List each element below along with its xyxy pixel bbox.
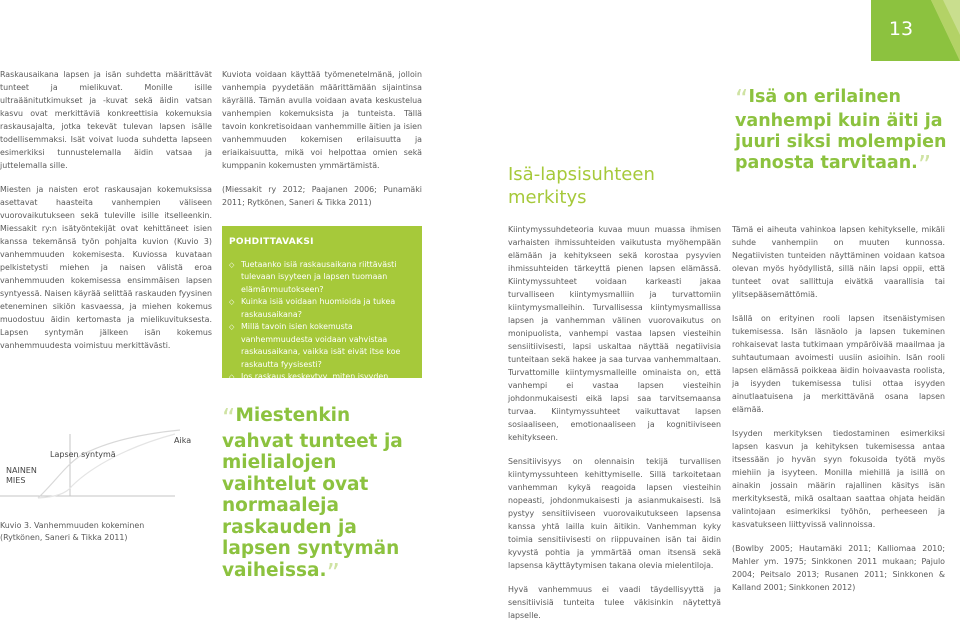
diamond-bullet-icon: ◇ xyxy=(229,260,235,269)
reflection-box-title: POHDITTAVAKSI xyxy=(229,237,314,247)
section-heading xyxy=(508,163,708,209)
column-4-paragraph-1: Tämä ei aiheuta vahinkoa lapsen kehitykselle, mikäli suhde vanhempiin on muuten kunnossa. Negatiivisten tunteiden näyttäminen voidaan katsoa olevan myös hyödyllistä, sillä näin lapsi oppii, että tunteet ovat sallittuja eivätkä vaarallisia tai ylitsepääsemättömiä. xyxy=(732,225,945,299)
column-4 xyxy=(732,223,945,605)
page-number: 13 xyxy=(888,18,914,40)
reflection-item: ◇ Jos raskaus keskeytyy, miten isyyden menettämistä voidaan tukea ja käsitellä? xyxy=(229,372,404,394)
column-2 xyxy=(222,68,422,220)
diamond-bullet-icon: ◇ xyxy=(229,323,235,331)
close-quote-mark: ” xyxy=(326,558,340,589)
reflection-item: ◇ Millä tavoin isien kokemusta vanhemmuudesta voidaan vahvistaa raskausaikana, vaikka isät eivät itse koe raskautta fyysisesti? xyxy=(229,322,401,369)
pull-quote-text: Isä on erilainen vanhempi kuin äiti ja juuri siksi molempien panosta tarvitaan. xyxy=(735,87,947,173)
column-1-paragraph-1: Raskausaikana lapsen ja isän suhdetta määrittävät tunteet ja mielikuvat. Monille isille ultraäänitutkimukset ja -kuvat sekä äidin vatsan kasvu ovat merkittäviä konkreettisia kokemuksia raskausajalta, jotka tekevät tulevan lapsen isälle todellisemmaksi. Isät voivat luoda suhdetta lapseen esimerkiksi tunnustelemalla äidin vatsaa ja juttelemalla sille. xyxy=(0,70,212,170)
figure-man-curve xyxy=(38,434,175,498)
column-4-paragraph-3: Isyyden merkityksen tiedostaminen esimerkiksi lapsen kasvun ja kehityksen tukemisessa antaa itsessään jo hyvän syyn fokusoida työtä myös miehiin ja isyyteen. Monilla miehillä ja isillä on ainakin jossain määrin rajallinen käsitys isän merkityksestä, mikä osaltaan saattaa ohjata heidän valintojaan esimerkiksi työhön, perheeseen ja kasvatukseen liittyvissä valinnoissa. xyxy=(732,429,945,529)
figure-label-birth: Lapsen syntymä xyxy=(50,450,116,459)
column-4-references: (Bowlby 2005; Hautamäki 2011; Kalliomaa 2010; Mahler ym. 1975; Sinkkonen 2011 mukaan; Pajulo 2004; Peitsalo 2013; Rusanen 2011; Sinkkonen & Kalland 2001; Sinkkonen 2012) xyxy=(732,544,945,592)
pull-quote-text: Miestenkin vahvat tunteet ja mielialojen vaihtelut ovat normaaleja raskauden ja lapsen syntymän vaiheissa. xyxy=(222,405,403,581)
column-1 xyxy=(0,68,212,363)
column-1-paragraph-2: Miesten ja naisten erot raskausajan kokemuksissa asettavat haasteita vanhempien väliseen vuorovaikutukseen sekä tuleville isille itselleenkin. Miessakit ry:n isätyöntekijät ovat kehittäneet isien kanssa tekemänsä työn pohjalta kuvion (Kuvio 3) vanhemmuuden kokemisesta. Kuviossa kuvataan pelkistetysti miehen ja naisen välistä eroa vanhemmuuden kokemisessa ensimmäisen lapsen syntyessä. Naisen käyrää selittää raskauden fyysinen eteneminen sikiön kasvaessa, ja miehen kokemus muodostuu äidin kertomasta ja mielikuvituksesta. Lapsen syntymän jälkeen isän kokemus vanhemmuudesta voimistuu merkittävästi. xyxy=(0,185,212,350)
reflection-box xyxy=(222,226,422,394)
column-2-references: (Miessakit ry 2012; Paajanen 2006; Punamäki 2011; Rytkönen, Saneri & Tikka 2011) xyxy=(222,185,422,207)
column-3-paragraph-3: Hyvä vanhemmuus ei vaadi täydellisyyttä ja sensitiivisiä tunteita tulee väkisinkin näytettyä lapselle. xyxy=(508,585,721,620)
section-heading-line-2: merkitys xyxy=(508,187,587,208)
open-quote-mark: “ xyxy=(222,404,236,434)
diamond-bullet-icon: ◇ xyxy=(229,373,235,381)
column-2-paragraph-1: Kuviota voidaan käyttää työmenetelmänä, jolloin vanhempia pyydetään määrittämään sijaintinsa käyrällä. Tämän avulla voidaan avata keskustelua vanhempien kokemuksista ja tunteista. Tällä tavoin konkretisoidaan vanhemmille äitien ja isien vanhemmuuden kokemisen erilaisuutta ja eriaikaisuutta, mikä voi helpottaa omien sekä kumppanin kokemusten ymmärtämistä. xyxy=(222,70,422,170)
column-3-paragraph-2: Sensitiivisyys on olennaisin tekijä turvallisen kiintymyssuhteen kehittymiselle. Sillä tarkoitetaan vanhemman kykyä reagoida lapsen viesteihin nopeasti, johdonmukaisesti ja asianmukaisesti. Isä pystyy sensitiiviseen vuorovaikutukseen lapsensa kanssa yhtä lailla kuin äitikin. Vanhemman kyky toimia sensitiivisesti on riippuvainen isän tai äidin kyvystä pohtia ja ymmärtää oman itsensä sekä lapsensa käyttäytymisen takana olevia mielentiloja. xyxy=(508,457,721,570)
column-4-paragraph-2: Isällä on erityinen rooli lapsen itsenäistymisen tukemisessa. Isän läsnäolo ja lapsen tukeminen rohkaisevat lasta tutkimaan ympäröivää maailmaa ja suhtautumaan avoimesti uusiin asioihin. Isän rooli lapsen elämässä poikkeaa äidin hoivaavasta roolista, ja isyyden tukemisessa tulisi ottaa isyyden ainutlaatuisena ja merkittävänä osana lapsen elämää. xyxy=(732,314,945,414)
column-3 xyxy=(508,223,721,633)
close-quote-mark: ” xyxy=(917,151,932,181)
figure-caption-line-2: (Rytkönen, Saneri & Tikka 2011) xyxy=(0,533,128,542)
figure-caption-line-1: Kuvio 3. Vanhemmuuden kokeminen xyxy=(0,521,145,530)
reflection-list xyxy=(222,259,422,397)
figure-label-woman: NAINEN xyxy=(6,466,37,475)
figure-woman-curve xyxy=(38,430,180,498)
figure-label-time: Aika xyxy=(174,436,192,445)
open-quote-mark: “ xyxy=(735,85,749,115)
reflection-item: ◇ Tuetaanko isiä raskausaikana riittävästi tulevaan isyyteen ja lapsen tuomaan elämänmuutokseen? xyxy=(229,259,397,294)
figure-label-man: MIES xyxy=(6,476,26,485)
diamond-bullet-icon: ◇ xyxy=(229,298,235,306)
column-3-paragraph-1: Kiintymyssuhdeteoria kuvaa muun muassa ihmisen varhaisten ihmissuhteiden vaikutusta myöhempään elämään ja kehitykseen sekä korostaa pysyvien ihmissuhteiden tärkeyttä pienen lapsen elämässä. Kiintymyssuhteet voidaan karkeasti jakaa turvalliseen kiintymysmalliin ja turvattomiin kiintymysmalleihin. Turvallisessa kiintymysmallissa lapsen ja vanhemman välinen vuorovaikutus on monipuolista, vanhempi vastaa lapsen viesteihin sensiitiivisesti, lapsi uskaltaa näyttää negatiivisia tunteitaan sekä hakee ja saa turvaa vanhemmaltaan. Turvattomille kiintymysmalleille ominaista on, että vanhempi ei vastaa lapsen viesteihin johdonmukaisesti eikä lapsi saa tarvitsemaansa turvaa. Kiintymyssuhteet vaikuttavat lapsen sosiaaliseen, emotionaaliseen ja kognitiiviseen kehitykseen. xyxy=(508,225,721,442)
figure-caption xyxy=(0,520,200,544)
pull-quote-fathers-feelings xyxy=(222,404,422,589)
section-heading-line-1: Isä-lapsisuhteen xyxy=(508,164,655,185)
pull-quote-father-different xyxy=(735,85,950,181)
reflection-item: ◇ Kuinka isiä voidaan huomioida ja tukea raskausaikana? xyxy=(229,297,396,319)
